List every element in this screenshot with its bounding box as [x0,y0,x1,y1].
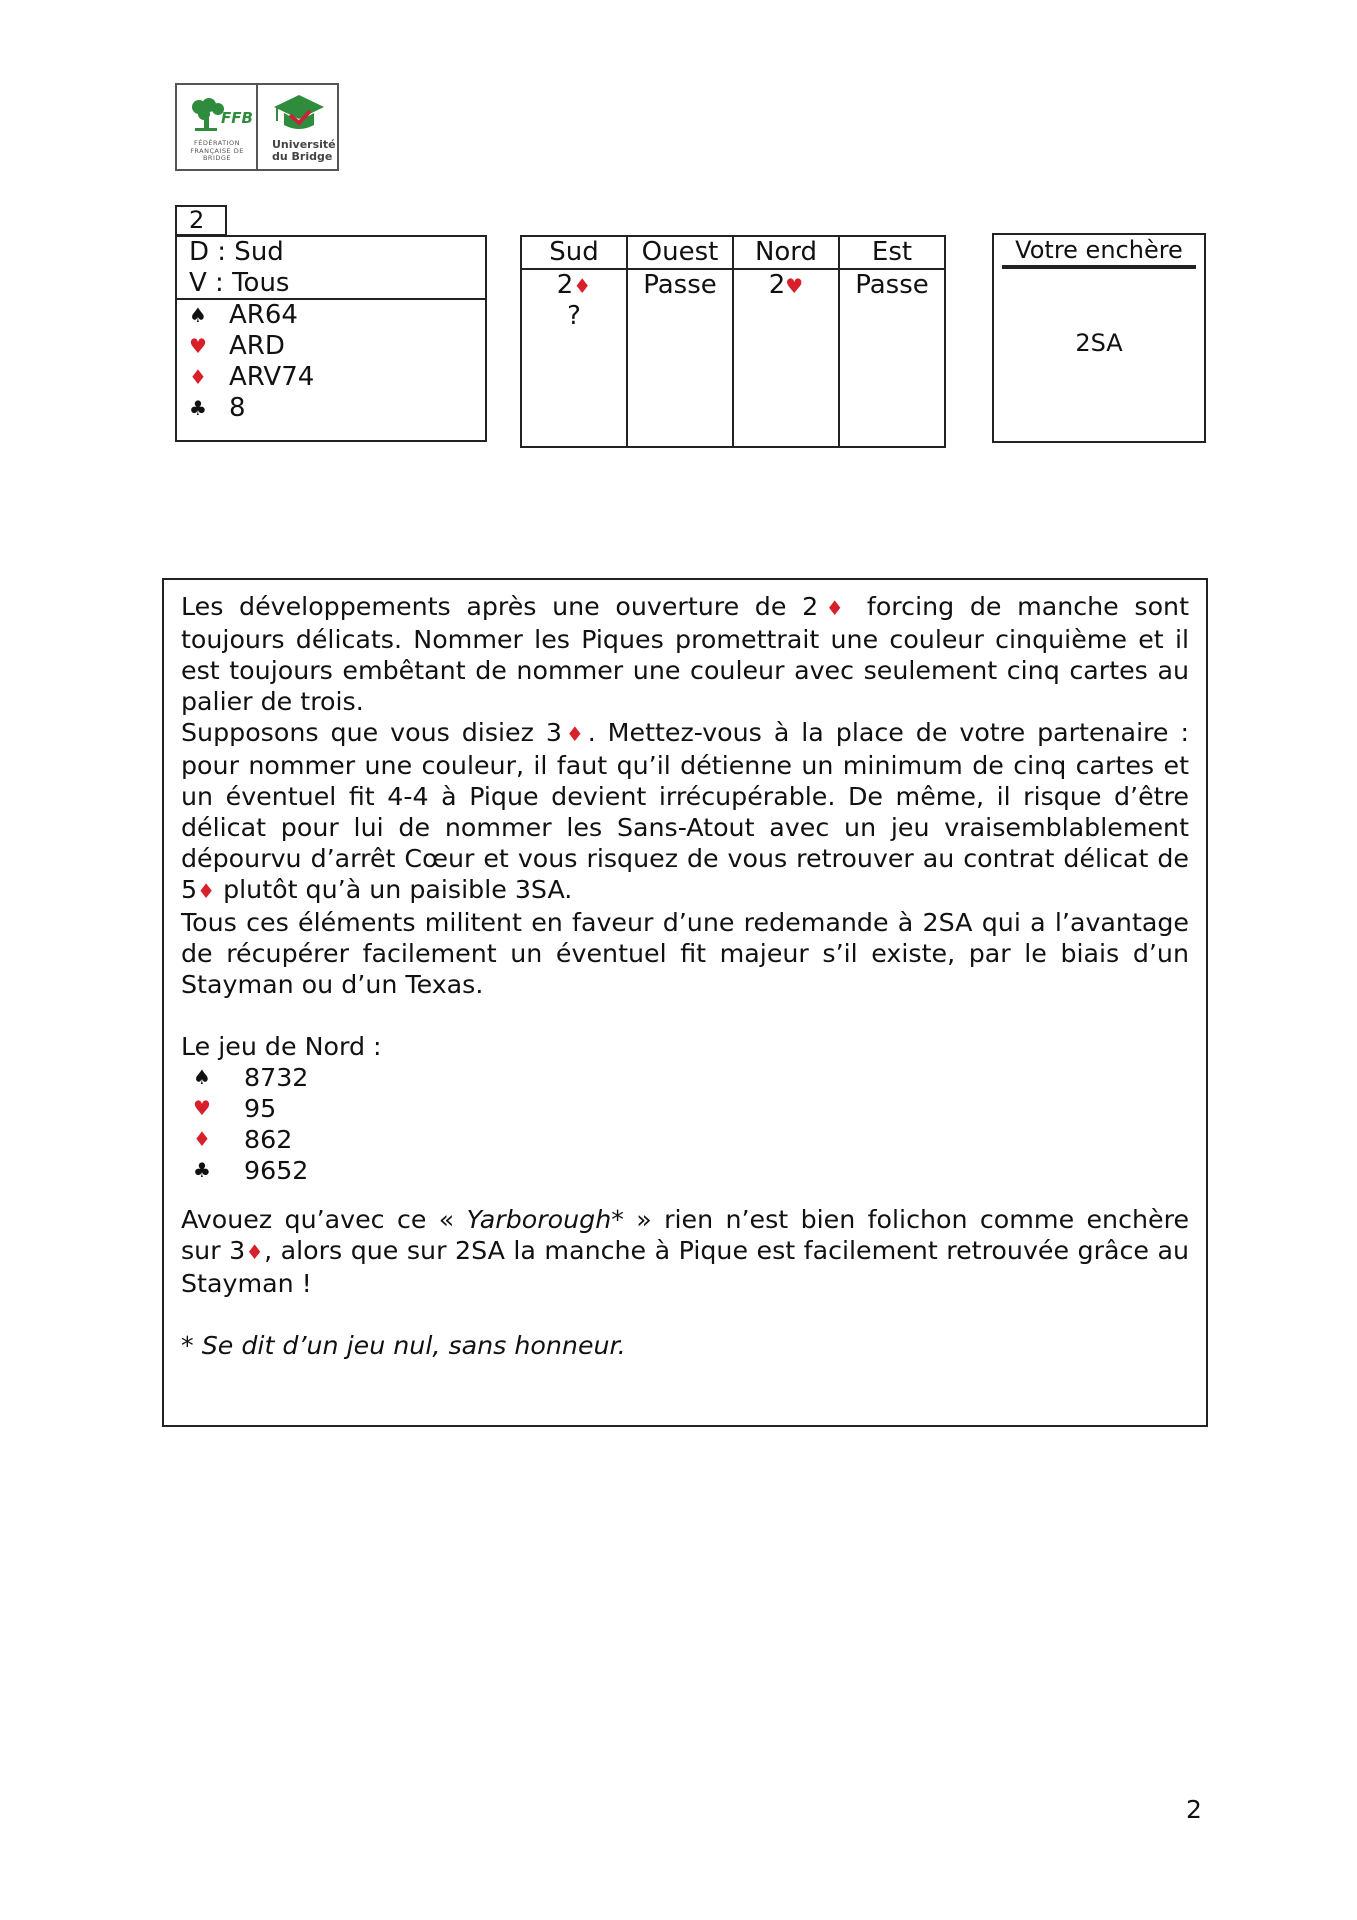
bid-column-ouest [626,237,732,446]
north-spade-cards: 8732 [244,1063,309,1092]
heart-icon: ♥ [189,334,207,358]
universite-logo [256,85,337,169]
north-heart-cards: 95 [244,1094,277,1123]
diamond-icon: ♦ [245,1240,265,1264]
answer-title: Votre enchère [1002,235,1196,269]
heart-cards: ARD [229,331,285,361]
explanation-box [162,578,1208,1427]
paragraph-1: Les développements après une ouverture de 2♦ forcing de manche sont toujours délicats. Nommer les Piques promettrait une couleur cinquième et il est toujours embêtant de nommer une couleur avec seulement cinq cartes au palier de trois. [181,592,1189,716]
north-club-cards: 9652 [244,1156,309,1185]
bid-ouest-1: Passe [643,270,717,300]
south-hand [177,300,485,424]
ffb-logo [177,85,256,169]
diamond-cards: ARV74 [229,362,315,392]
bid-header-sud: Sud [522,237,626,270]
bid-header-nord: Nord [734,237,838,270]
diamond-icon: ♦ [189,365,207,389]
club-cards: 8 [229,393,246,423]
deal-header [177,237,485,300]
answer-box [992,233,1206,443]
club-icon: ♣ [193,1158,211,1182]
diamond-icon: ♦ [573,274,592,298]
hand-row-diamonds [177,362,485,393]
bid-header-est: Est [840,237,944,270]
north-row-clubs [181,1155,1189,1186]
page-number: 2 [1186,1795,1202,1824]
diamond-icon: ♦ [561,722,588,746]
spade-cards: AR64 [229,300,298,330]
bid-sud-2: ? [567,301,581,331]
north-row-spades [181,1062,1189,1093]
bid-column-sud [522,237,626,446]
spade-icon: ♠ [189,303,207,327]
heart-icon: ♥ [785,274,804,298]
south-hand-box [175,235,487,442]
ffb-universite-logo [175,83,339,171]
ffb-wordmark: FFB [221,109,253,127]
hand-row-clubs [177,393,485,424]
diamond-icon: ♦ [818,596,852,620]
paragraph-4: Avouez qu’avec ce « Yarborough* » rien n’est bien folichon comme enchère sur 3♦, alors que sur 2SA la manche à Pique est facilement retrouvée grâce au Stayman ! [181,1205,1190,1298]
north-hand [181,1062,1189,1186]
north-diamond-cards: 862 [244,1125,293,1154]
bidding-table [520,235,946,448]
heart-icon: ♥ [193,1096,211,1120]
diamond-icon: ♦ [197,879,216,903]
bid-est-1: Passe [855,270,929,300]
footnote: * Se dit d’un jeu nul, sans honneur. [181,1331,626,1360]
paragraph-3: Tous ces éléments militent en faveur d’une redemande à 2SA qui a l’avantage de récupérer facilement un éventuel fit majeur s’il existe, par le biais d’un Stayman ou d’un Texas. [181,908,1189,999]
north-row-hearts [181,1093,1189,1124]
bid-column-nord [732,237,838,446]
hand-row-hearts [177,331,485,362]
graduation-cap-icon [272,93,326,133]
deal-number: 2 [175,205,227,236]
universite-text: Université du Bridge [272,138,336,163]
bid-sud-1: 2♦ [556,270,592,300]
north-hand-title: Le jeu de Nord : [181,1032,382,1061]
bid-header-ouest: Ouest [628,237,732,270]
paragraph-2: Supposons que vous disiez 3♦. Mettez-vous à la place de votre partenaire : pour nommer une couleur, il faut qu’il détienne un minimum de cinq cartes et un éventuel fit 4-4 à Pique devient irrécupérable. De même, il risque d’être délicat pour lui de nommer les Sans-Atout avec un jeu vraisemblablement dépourvu d’arrêt Cœur et vous risquez de vous retrouver au contrat délicat de 5♦ plutôt qu’à un paisible 3SA. [181,718,1189,904]
bid-nord-1: 2♥ [768,270,804,300]
dealer-label: D : Sud [189,237,284,267]
spade-icon: ♠ [193,1065,211,1089]
hand-row-spades [177,300,485,331]
bid-column-est [838,237,944,446]
diamond-icon: ♦ [193,1127,211,1151]
vulnerability-label: V : Tous [189,268,290,298]
answer-value: 2SA [1075,329,1123,357]
club-icon: ♣ [189,396,207,420]
federation-text: FÉDÉRATION FRANÇAISE DE BRIDGE [190,139,244,162]
north-row-diamonds [181,1124,1189,1155]
